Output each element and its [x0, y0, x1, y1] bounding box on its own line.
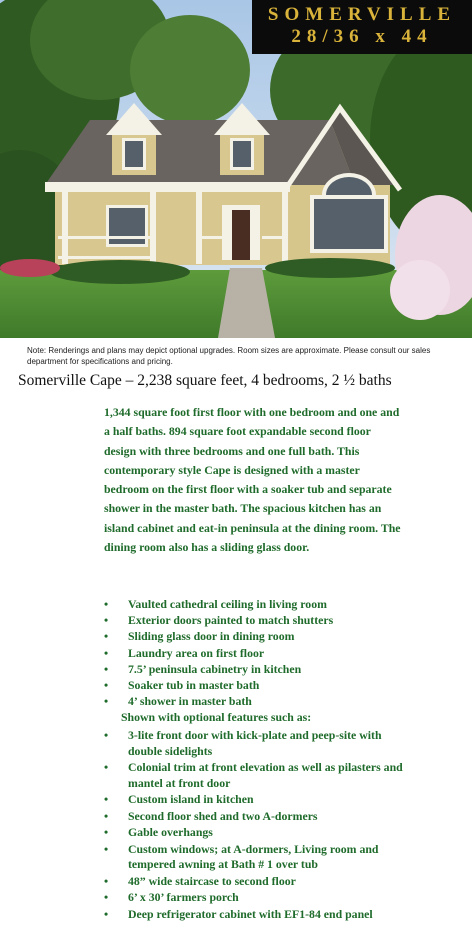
- list-item: • Soaker tub in master bath: [104, 677, 404, 693]
- banner-model-name: SOMERVILLE: [267, 4, 457, 25]
- description-paragraph: 1,344 square foot first floor with one bedroom and one and a half baths. 894 square foot expandable second floor design with three bedrooms and one full bath. This contemporary style Cape is designed with a master bedroom on the first floor with a soaker tub and separate shower in the master bath. The spacious kitchen has an island cabinet and eat-in peninsula at the dining room. The dining room also has a sliding glass door.: [104, 405, 401, 555]
- list-item: • 3-lite front door with kick-plate and peep-site with double sidelights: [104, 728, 404, 760]
- list-item: • Vaulted cathedral ceiling in living room: [104, 596, 404, 612]
- disclaimer-note: Note: Renderings and plans may depict optional upgrades. Room sizes are approximate. Please consult our sales department for specifications and pricing.: [27, 346, 431, 366]
- list-item: • Custom island in kitchen: [104, 792, 404, 808]
- list-item: • Colonial trim at front elevation as well as pilasters and mantel at front door: [104, 760, 404, 792]
- list-item: • 6’ x 30’ farmers porch: [104, 890, 404, 906]
- list-item: • Second floor shed and two A-dormers: [104, 809, 404, 825]
- list-item: • 48” wide staircase to second floor: [104, 874, 404, 890]
- page-title: Somerville Cape – 2,238 square feet, 4 bedrooms, 2 ½ baths: [18, 372, 392, 389]
- title-banner: [252, 0, 472, 54]
- banner-dimensions: 28/36 x 44: [291, 26, 433, 47]
- list-item: • 7.5’ peninsula cabinetry in kitchen: [104, 661, 404, 677]
- list-item: • Exterior doors painted to match shutters: [104, 612, 404, 628]
- house-rendering: [0, 0, 472, 338]
- list-item: • Deep refrigerator cabinet with EF1-84 end panel: [104, 907, 404, 923]
- list-item: • Gable overhangs: [104, 825, 404, 841]
- optional-features-heading: Shown with optional features such as:: [121, 710, 312, 724]
- list-item: • Custom windows; at A-dormers, Living room and tempered awning at Bath # 1 over tub: [104, 842, 404, 874]
- standard-features-list: [104, 596, 404, 709]
- list-item: • 4’ shower in master bath: [104, 693, 404, 709]
- list-item: • Laundry area on first floor: [104, 645, 404, 661]
- optional-features-list: [104, 728, 404, 923]
- list-item: • Sliding glass door in dining room: [104, 628, 404, 644]
